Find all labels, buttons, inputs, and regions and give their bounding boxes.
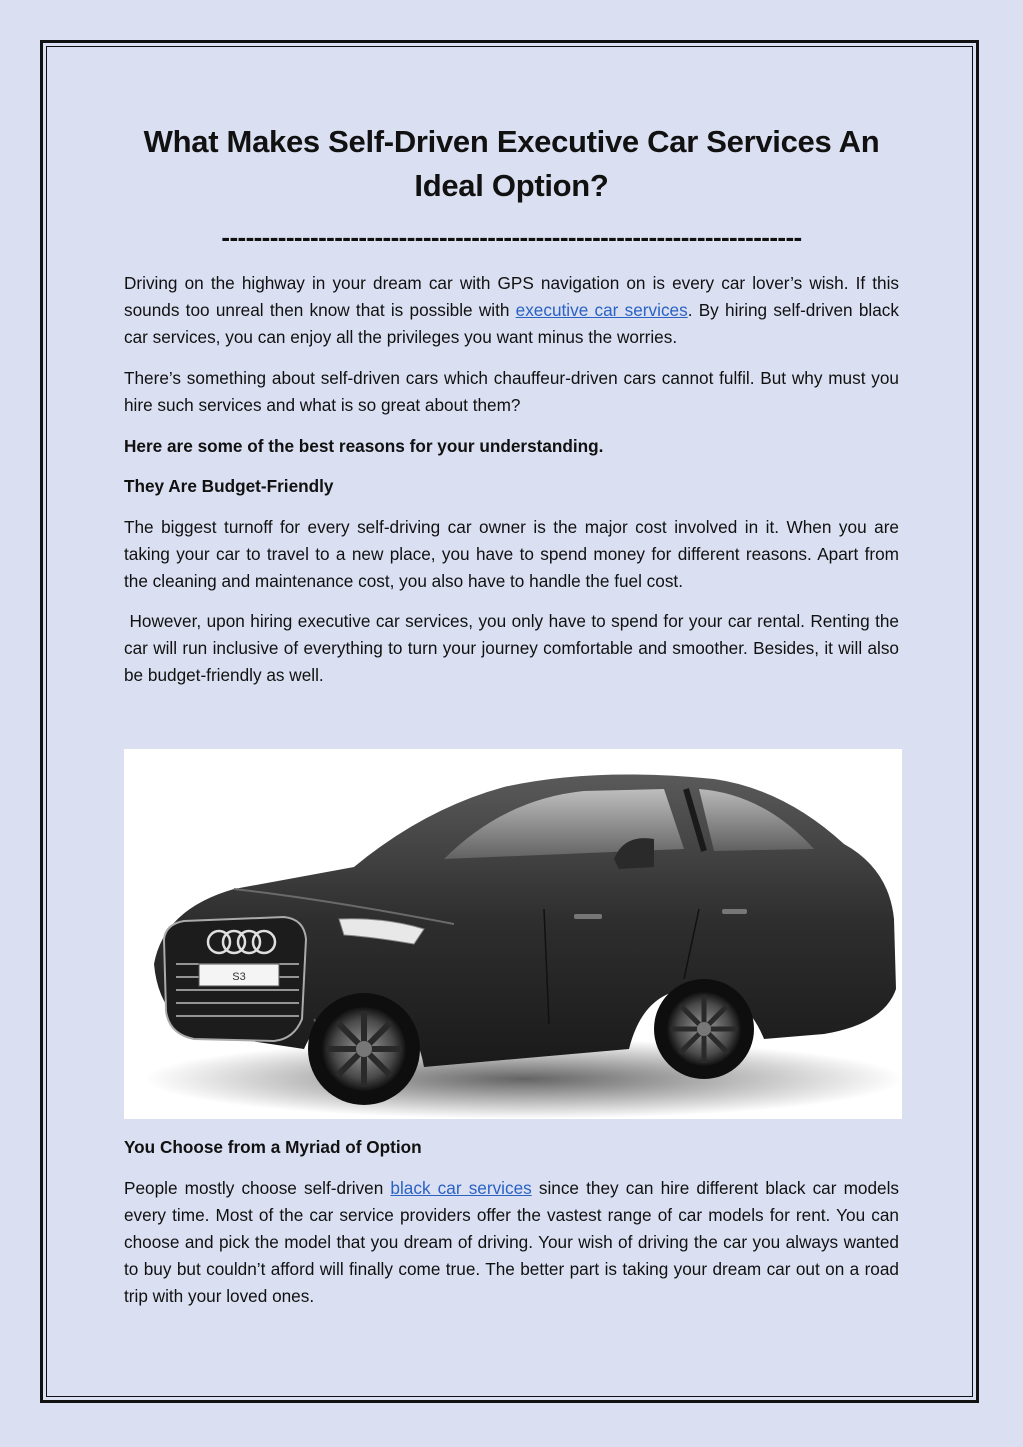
license-plate-text: S3 [232,971,246,983]
budget-paragraph-2: However, upon hiring executive car services, you only have to spend for your car rental. Renting the car will run inclusive of everything to turn your journey comfortable and smoother. Besides, it will also be budget-friendly as well. [124,611,904,685]
budget-paragraph-1: The biggest turnoff for every self-driving car owner is the major cost involved in it. When you are taking your car to travel to a new place, you have to spend money for different reasons. Apart from the cleaning and maintenance cost, you also have to handle the fuel cost. [124,517,899,591]
intro-paragraph [124,270,899,351]
myriad-text-before: People mostly choose self-driven [124,1178,391,1198]
executive-car-services-link[interactable]: executive car services [515,300,688,320]
section-two-content [124,1134,899,1310]
black-sedan-illustration [124,749,902,1119]
title-divider: ------------------------------------------------------------------------ [221,222,802,252]
black-car-services-link[interactable]: black car services [390,1178,532,1198]
second-paragraph: There’s something about self-driven cars which chauffeur-driven cars cannot fulfil. But why must you hire such services and what is so great about them? [124,368,899,415]
budget-friendly-heading: They Are Budget-Friendly [124,476,334,496]
myriad-text-after: since they can hire different black car models every time. Most of the car service providers offer the vastest range of car models for rent. You can choose and pick the model that you dream of driving. Your wish of driving the car you always wanted to buy but couldn’t afford will finally come true. The better part is taking your dream car out on a road trip with your loved ones. [124,1178,899,1306]
reasons-heading: Here are some of the best reasons for your understanding. [124,436,604,456]
car-image [124,749,902,1119]
page-title: What Makes Self-Driven Executive Car Services An Ideal Option? [143,124,880,203]
intro-text-after: . By hiring self-driven black car services, you can enjoy all the privileges you want minus the worries. [124,300,899,347]
document-content [124,120,904,689]
intro-text-before: Driving on the highway in your dream car with GPS navigation on is every car lover’s wish. If this sounds too unreal then know that is possible with [124,273,899,320]
myriad-options-paragraph [124,1175,899,1310]
myriad-options-heading: You Choose from a Myriad of Option [124,1137,422,1157]
